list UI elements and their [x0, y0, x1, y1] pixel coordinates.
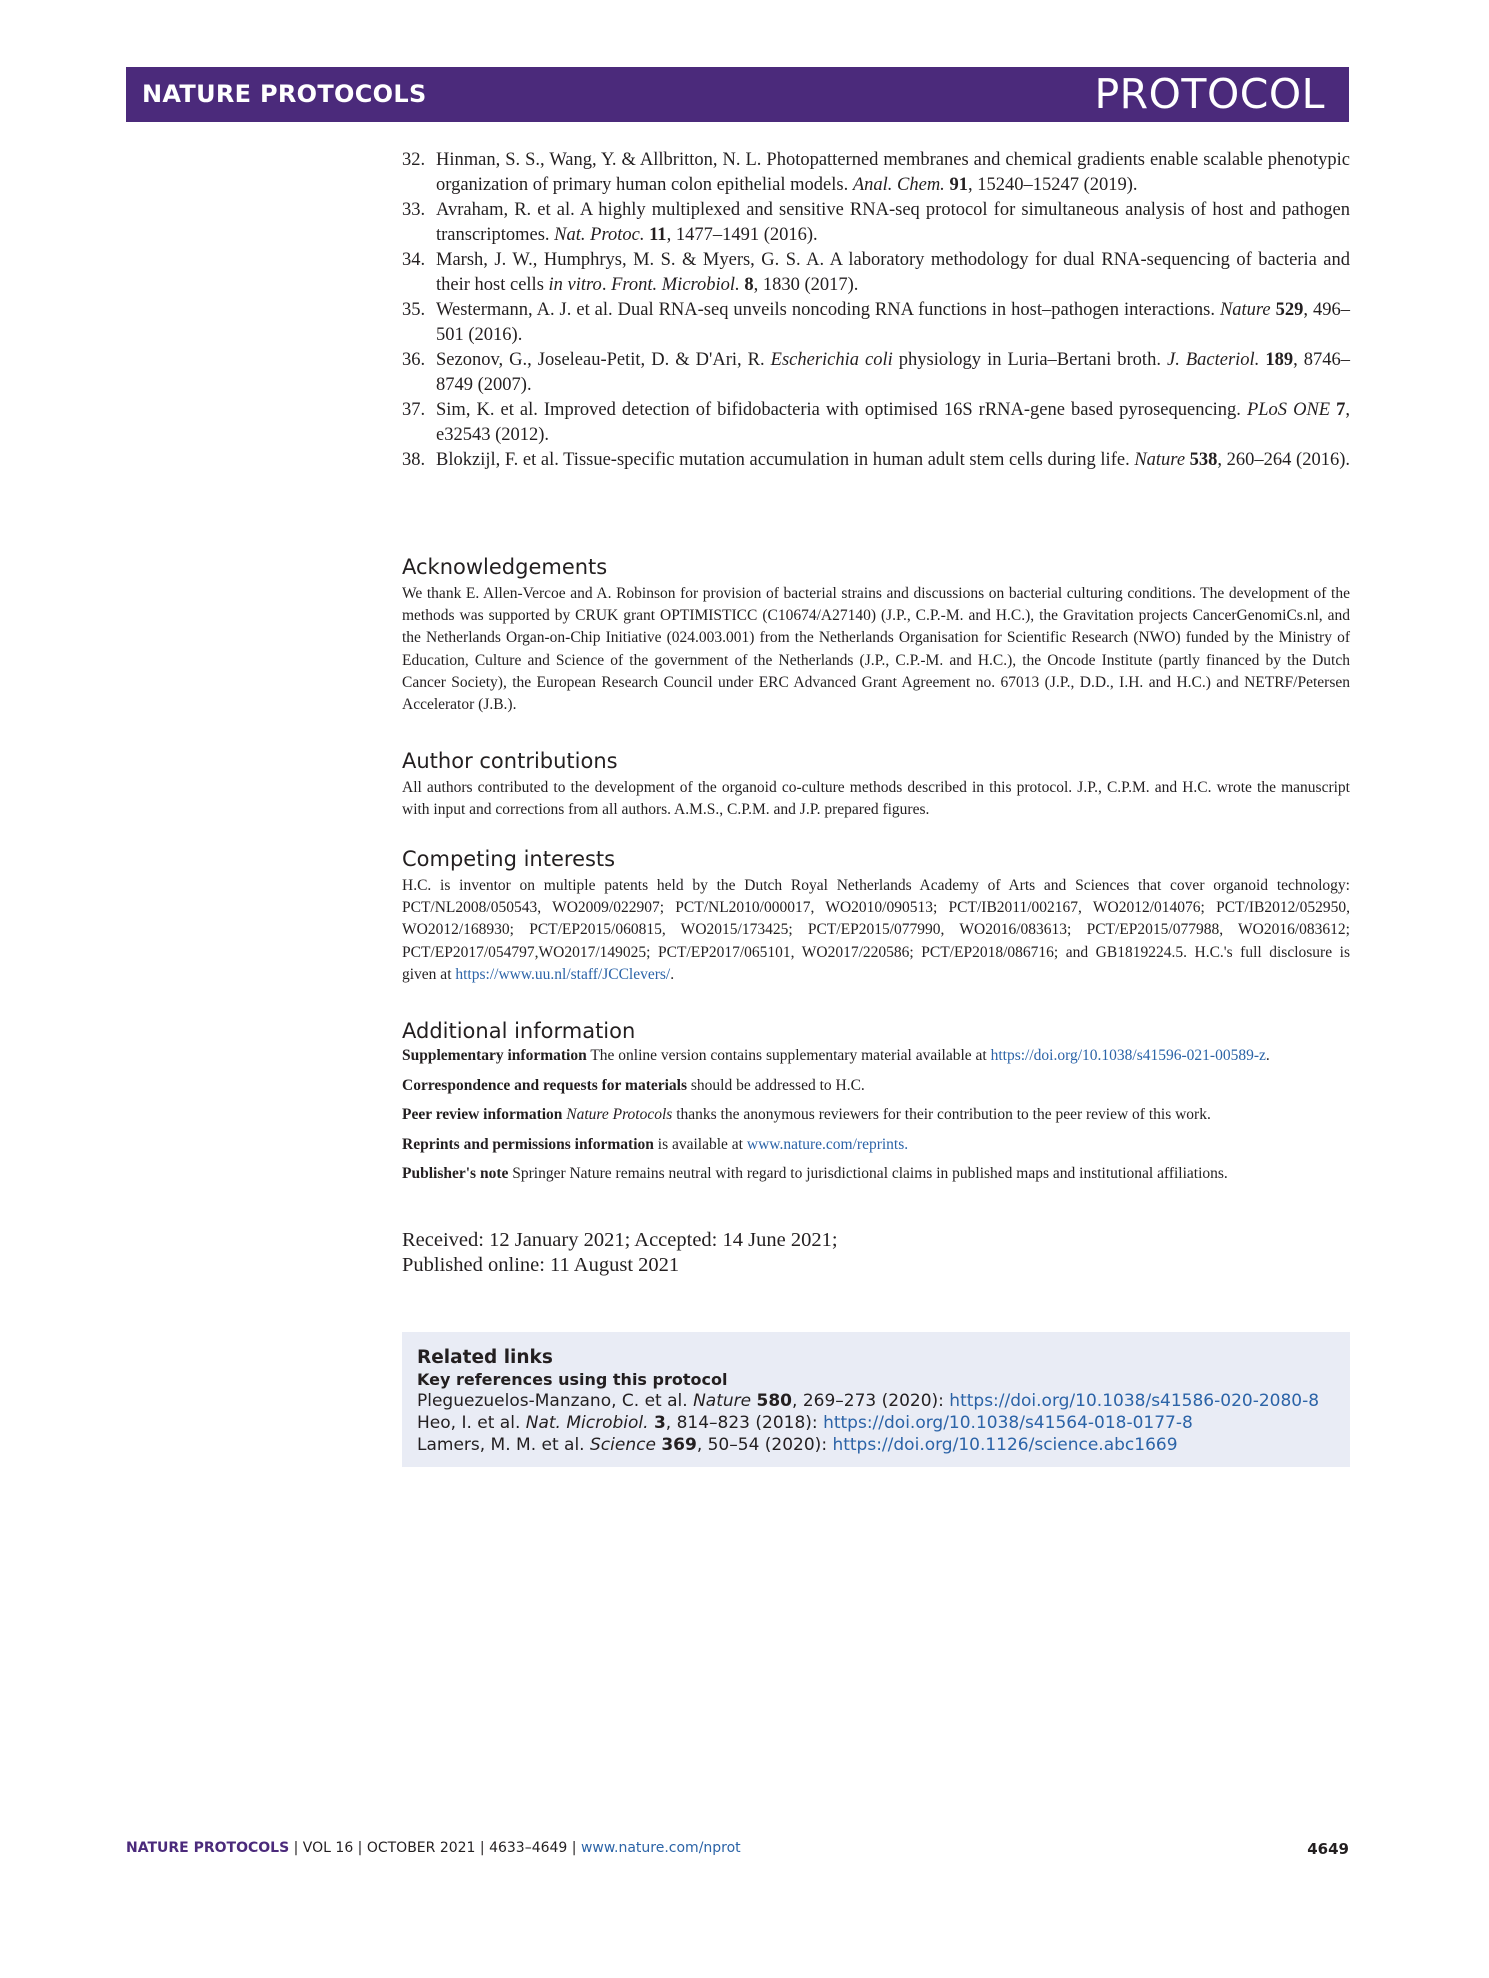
- article-type: PROTOCOL: [1094, 70, 1325, 118]
- related-link-text: Heo, I. et al.: [417, 1413, 526, 1433]
- reference-number: 33.: [402, 200, 426, 220]
- reference-pages: , e32543 (2012).: [436, 400, 1351, 445]
- info-label: Peer review information: [402, 1106, 563, 1123]
- acknowledgements-heading: Acknowledgements: [402, 555, 608, 579]
- related-link-text: Pleguezuelos-Manzano, C. et al.: [417, 1391, 694, 1411]
- info-label: Supplementary information: [402, 1047, 587, 1064]
- author-contributions-section: [402, 748, 1350, 821]
- additional-information-section: [402, 1018, 1350, 1194]
- info-journal: Nature Protocols: [566, 1106, 673, 1123]
- reprints-link[interactable]: www.nature.com/reprints.: [746, 1135, 909, 1153]
- reference-item: [402, 198, 1350, 248]
- reference-text: Marsh, J. W., Humphrys, M. S. & Myers, G. S. A. A laboratory methodology for dual RNA-sequencing of bacteria and their host cells: [436, 250, 1350, 295]
- reference-item: [402, 248, 1350, 298]
- footer-issue: | VOL 16 | OCTOBER 2021 | 4633–4649 |: [289, 1840, 581, 1856]
- related-links-title: Related links: [417, 1347, 553, 1368]
- info-text: The online version contains supplementary material available at: [586, 1047, 991, 1064]
- info-text: is available at: [653, 1135, 747, 1153]
- received-accepted-dates: Received: 12 January 2021; Accepted: 14 June 2021;: [402, 1229, 838, 1251]
- related-link-journal: Nat. Microbiol.: [525, 1413, 649, 1433]
- reference-text: Sezonov, G., Joseleau-Petit, D. & D'Ari, R.: [436, 350, 771, 370]
- info-text: should be addressed to H.C.: [687, 1076, 865, 1094]
- related-links-box: [402, 1332, 1350, 1467]
- reference-pages: , 260–264 (2016).: [1217, 450, 1350, 470]
- related-link-journal: Science: [590, 1435, 656, 1455]
- related-links-subtitle: Key references using this protocol: [417, 1370, 728, 1389]
- reference-journal: Front. Microbiol.: [611, 275, 740, 295]
- reference-italic: Escherichia coli: [770, 350, 893, 370]
- related-link-doi[interactable]: https://doi.org/10.1038/s41564-018-0177-8: [823, 1413, 1193, 1433]
- reference-number: 37.: [402, 400, 426, 420]
- reference-number: 38.: [402, 450, 426, 470]
- reference-journal: Nat. Protoc.: [554, 225, 645, 245]
- related-link-volume: 580: [756, 1391, 793, 1411]
- reference-pages: , 15240–15247 (2019).: [967, 175, 1138, 195]
- competing-interests-heading: Competing interests: [402, 847, 616, 871]
- footer-journal: NATURE PROTOCOLS: [126, 1840, 290, 1856]
- page-footer: [126, 1840, 1349, 1856]
- reference-number: 36.: [402, 350, 426, 370]
- reference-item: [402, 448, 1350, 473]
- reference-pages: , 1477–1491 (2016).: [666, 225, 818, 245]
- reference-text: physiology in Luria–Bertani broth.: [892, 350, 1167, 370]
- related-link-item: [417, 1434, 1342, 1456]
- reference-list: [402, 148, 1350, 473]
- reference-pages: , 496–501 (2016).: [436, 300, 1350, 345]
- reference-journal: Nature: [1134, 450, 1186, 470]
- competing-interests-body: H.C. is inventor on multiple patents held by the Dutch Royal Netherlands Academy of Arts and Sciences that cover organoid technology: PCT/NL2008/050543, WO2009/022907; PCT/NL2010/000017, WO2010/090513; PCT/IB2011/002167, WO2012/014076; PCT/IB2012/052950, WO2012/168930; PCT/EP2015/060815, WO2015/173425; PCT/EP2015/077990, WO2016/083613; PCT/EP2015/077988, WO2016/083612; PCT/EP2017/054797,WO2017/149025; PCT/EP2017/065101, WO2017/220586; PCT/EP2018/086716; and GB1819224.5. H.C.'s full disclosure is given at: [402, 877, 1350, 983]
- reference-volume: 529: [1275, 300, 1304, 320]
- additional-information-heading: Additional information: [402, 1019, 636, 1043]
- info-label: Reprints and permissions information: [402, 1135, 654, 1153]
- reference-item: [402, 398, 1350, 448]
- reference-number: 34.: [402, 250, 426, 270]
- publisher-note: [402, 1164, 1350, 1184]
- reference-item: [402, 298, 1350, 348]
- author-contributions-heading: Author contributions: [402, 749, 618, 773]
- reference-journal: PLoS ONE: [1246, 400, 1331, 420]
- related-link-item: [417, 1412, 1342, 1434]
- publication-dates: [402, 1228, 838, 1278]
- reference-volume: 11: [649, 225, 667, 245]
- reference-pages: , 8746–8749 (2007).: [436, 350, 1351, 395]
- acknowledgements-text: We thank E. Allen-Vercoe and A. Robinson for provision of bacterial strains and discussions on bacterial culturing conditions. The development of the methods was supported by CRUK grant OPTIMISTICC (C10674/A27140) (J.P., C.P.-M. and H.C.), the Gravitation projects CancerGenomiCs.nl, and the Netherlands Organ-on-Chip Initiative (024.003.001) from the Netherlands Organisation for Scientific Research (NWO) funded by the Ministry of Education, Culture and Science of the government of the Netherlands (J.P., C.P.-M. and H.C.), the Oncode Institute (partly financed by the Dutch Cancer Society), the European Research Council under ERC Advanced Grant Agreement no. 67013 (J.P., D.D., I.H. and H.C.) and NETRF/Petersen Accelerator (J.B.).: [402, 585, 1350, 714]
- reference-journal: J. Bacteriol.: [1166, 350, 1260, 370]
- reference-journal: Anal. Chem.: [852, 175, 945, 195]
- related-link-pages: , 814–823 (2018):: [665, 1413, 824, 1433]
- footer-url-link[interactable]: www.nature.com/nprot: [580, 1840, 741, 1856]
- related-link-doi[interactable]: https://doi.org/10.1126/science.abc1669: [832, 1435, 1178, 1455]
- competing-interests-section: [402, 846, 1350, 986]
- reference-volume: 538: [1189, 450, 1218, 470]
- reference-item: [402, 148, 1350, 198]
- info-text: Springer Nature remains neutral with regard to jurisdictional claims in published maps and institutional affiliations.: [508, 1165, 1228, 1182]
- info-label: Publisher's note: [402, 1165, 509, 1182]
- journal-name: NATURE PROTOCOLS: [142, 80, 427, 108]
- competing-interests-end: .: [670, 965, 675, 983]
- reference-text: Blokzijl, F. et al. Tissue-specific mutation accumulation in human adult stem cells during life.: [436, 450, 1135, 470]
- info-text: .: [1265, 1047, 1270, 1064]
- info-text: thanks the anonymous reviewers for their contribution to the peer review of this work.: [672, 1106, 1211, 1123]
- reference-journal: Nature: [1219, 300, 1271, 320]
- reference-volume: 91: [949, 175, 968, 195]
- published-online-date: Published online: 11 August 2021: [402, 1254, 680, 1276]
- reference-volume: 189: [1265, 350, 1294, 370]
- related-link-journal: Nature: [693, 1391, 752, 1411]
- info-label: Correspondence and requests for materials: [402, 1076, 688, 1094]
- related-link-pages: , 269–273 (2020):: [792, 1391, 950, 1411]
- competing-interests-text: [402, 875, 1350, 986]
- reference-number: 35.: [402, 300, 426, 320]
- supplementary-information: [402, 1046, 1350, 1066]
- reference-volume: 7: [1336, 400, 1346, 420]
- disclosure-link[interactable]: https://www.uu.nl/staff/JCClevers/: [455, 965, 671, 983]
- reference-italic: in vitro: [548, 275, 602, 295]
- related-link-doi[interactable]: https://doi.org/10.1038/s41586-020-2080-8: [949, 1391, 1320, 1411]
- related-link-volume: 369: [661, 1435, 697, 1455]
- page-number: 4649: [1307, 1840, 1349, 1858]
- reference-item: [402, 348, 1350, 398]
- related-link-pages: , 50–54 (2020):: [696, 1435, 833, 1455]
- reference-text: Sim, K. et al. Improved detection of bifidobacteria with optimised 16S rRNA-gene based pyrosequencing.: [436, 400, 1247, 420]
- reference-text: Westermann, A. J. et al. Dual RNA-seq unveils noncoding RNA functions in host–pathogen interactions.: [436, 300, 1220, 320]
- reference-number: 32.: [402, 150, 426, 170]
- reference-volume: 8: [744, 275, 754, 295]
- author-contributions-text: All authors contributed to the development of the organoid co-culture methods described in this protocol. J.P., C.P.M. and H.C. wrote the manuscript with input and corrections from all authors. A.M.S., C.P.M. and J.P. prepared figures.: [402, 779, 1350, 819]
- reference-text: .: [601, 275, 612, 295]
- reference-text: Avraham, R. et al. A highly multiplexed and sensitive RNA-seq protocol for simultaneous analysis of host and pathogen transcriptomes.: [436, 200, 1350, 245]
- related-link-volume: 3: [653, 1413, 666, 1433]
- acknowledgements-section: [402, 554, 1350, 716]
- reference-pages: , 1830 (2017).: [753, 275, 859, 295]
- correspondence-information: [402, 1076, 1350, 1096]
- related-link-item: [417, 1390, 1342, 1412]
- journal-header-bar: [126, 67, 1349, 122]
- supplementary-link[interactable]: https://doi.org/10.1038/s41596-021-00589-z: [990, 1047, 1266, 1064]
- peer-review-information: [402, 1105, 1350, 1125]
- reference-text: Hinman, S. S., Wang, Y. & Allbritton, N. L. Photopatterned membranes and chemical gradients enable scalable phenotypic organization of primary human colon epithelial models.: [436, 150, 1350, 195]
- related-link-text: Lamers, M. M. et al.: [417, 1435, 590, 1455]
- reprints-information: [402, 1135, 1350, 1155]
